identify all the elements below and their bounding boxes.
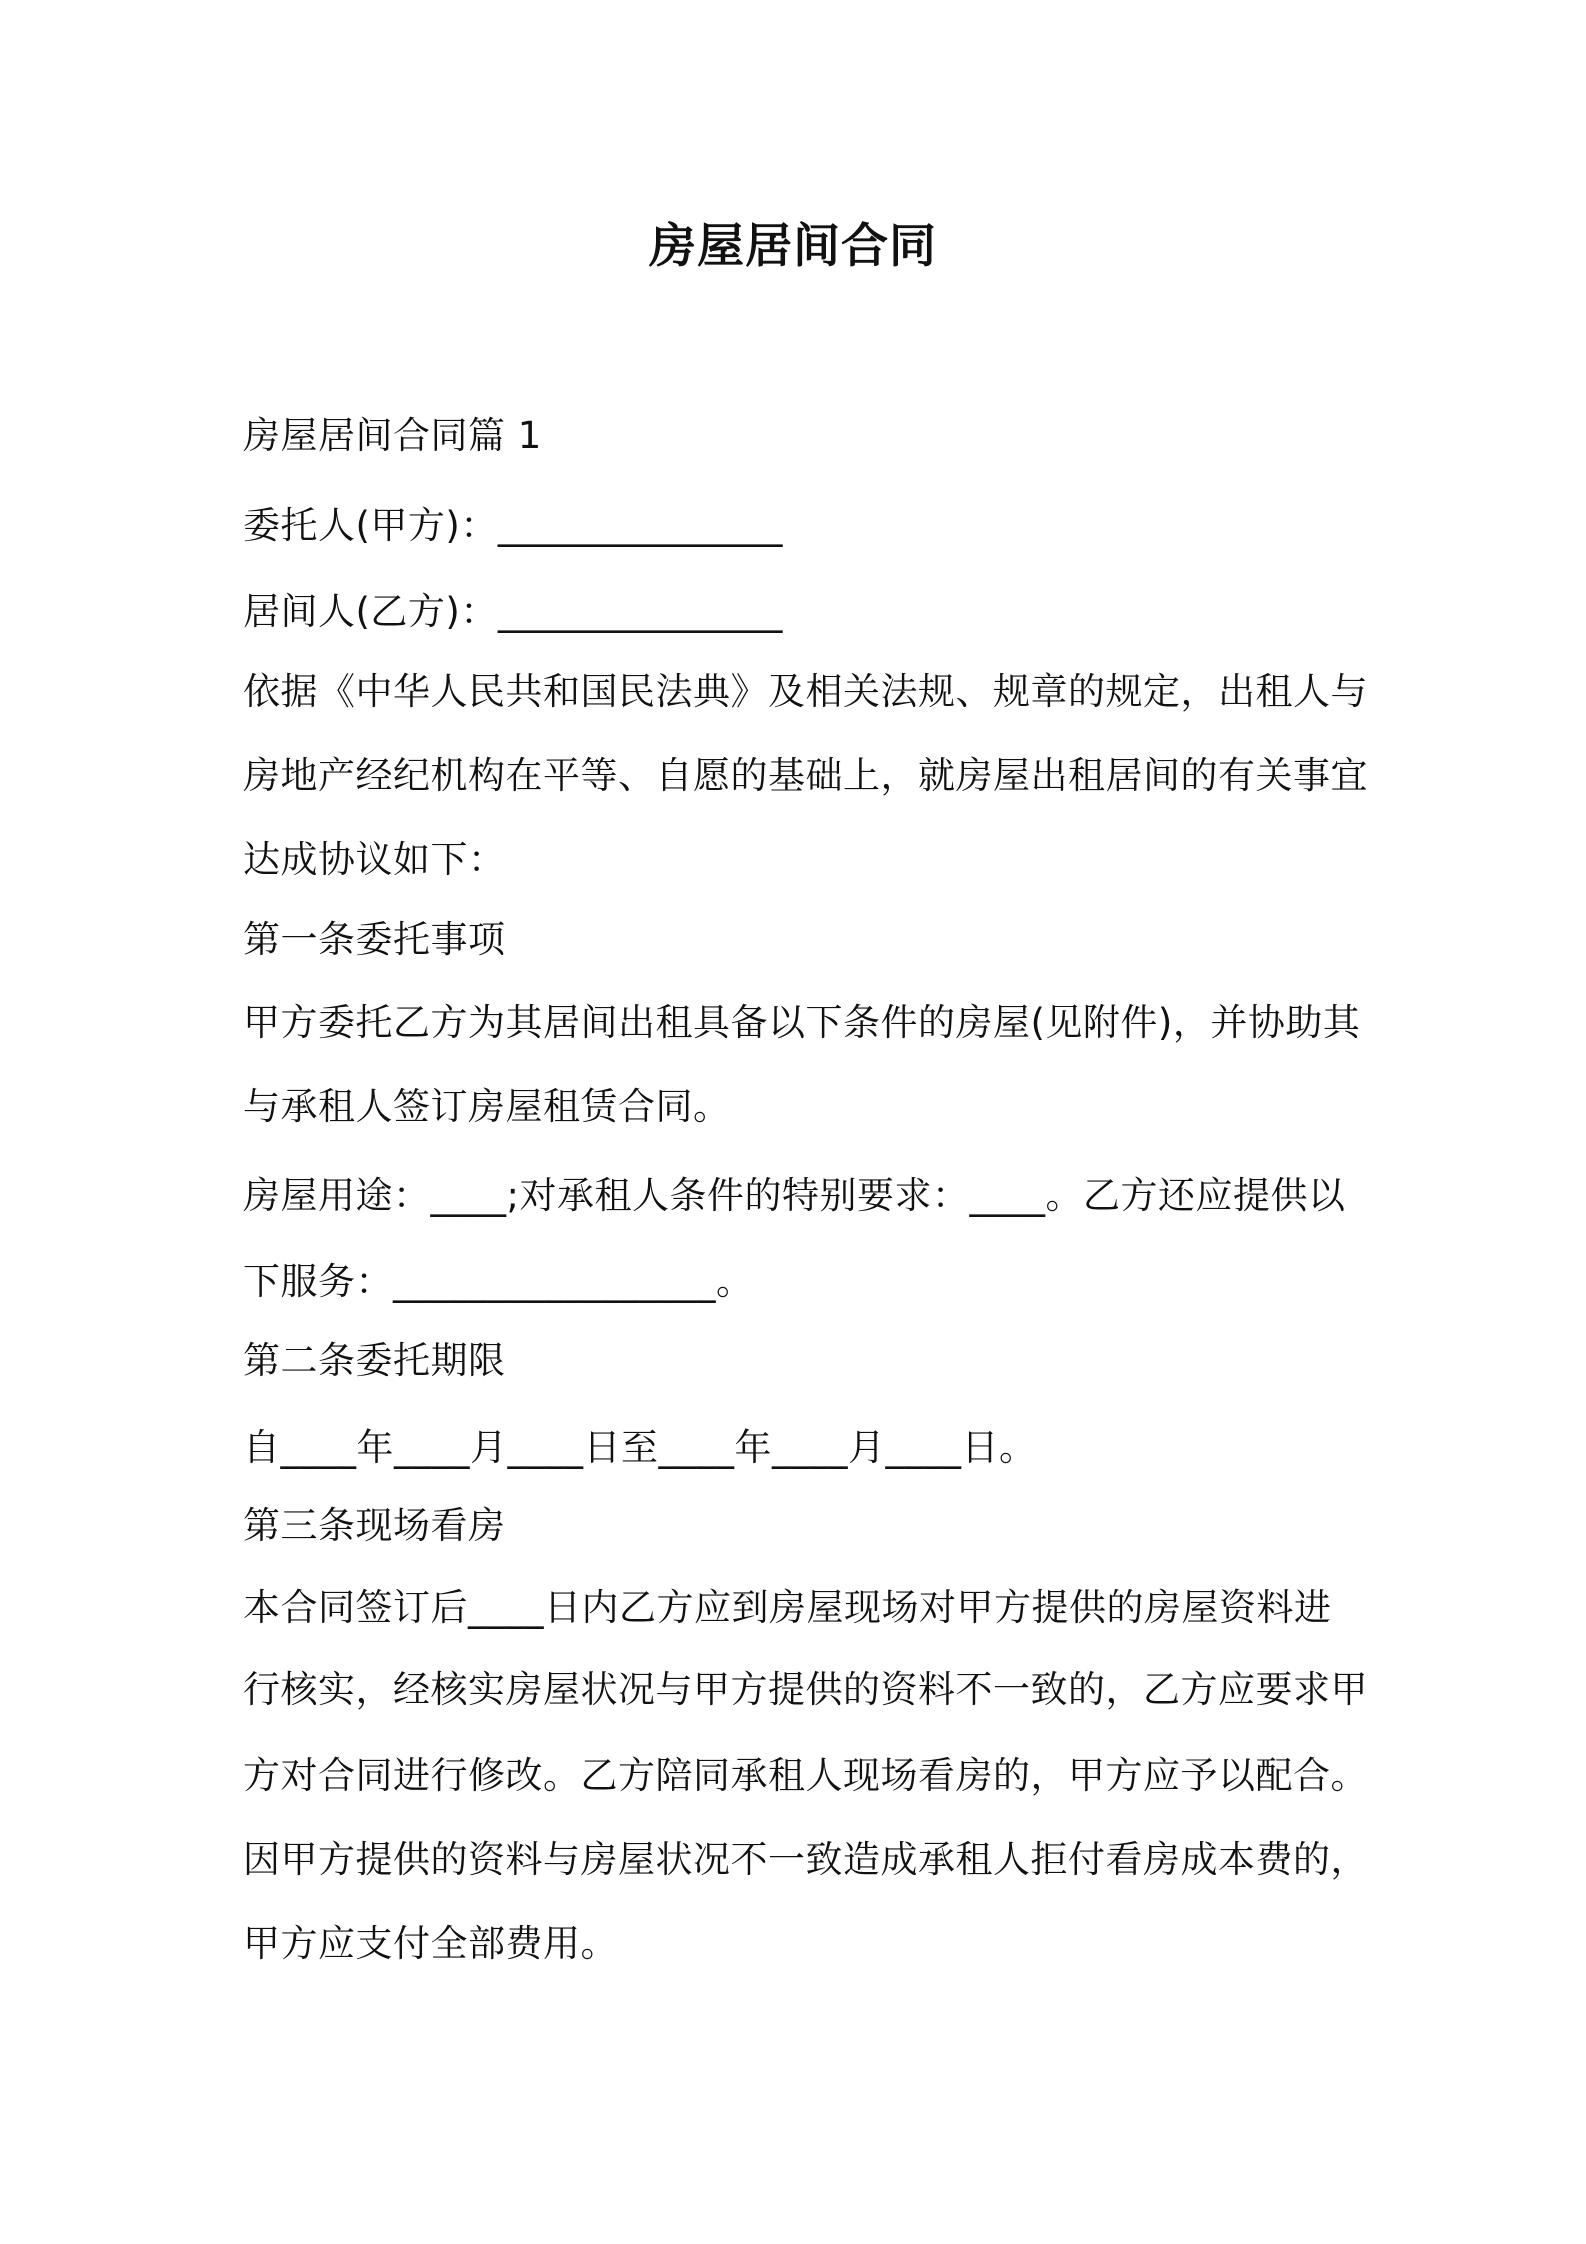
- paragraph-line: 达成协议如下：: [243, 838, 506, 881]
- paragraph-line: 与承租人签订房屋租赁合同。: [243, 1085, 731, 1128]
- paragraph-line: 房地产经纪机构在平等、自愿的基础上，就房屋出租居间的有关事宜: [243, 754, 1368, 797]
- paragraph-line: 行核实，经核实房屋状况与甲方提供的资料不一致的，乙方应要求甲: [243, 1668, 1368, 1711]
- paragraph-line: 依据《中华人民共和国民法典》及相关法规、规章的规定，出租人与: [243, 670, 1368, 713]
- paragraph-line: 甲方应支付全部费用。: [243, 1922, 618, 1965]
- article-heading: 第一条委托事项: [243, 918, 506, 961]
- paragraph-line: 自____年____月____日至____年____月____日。: [243, 1426, 1037, 1469]
- paragraph-line: 甲方委托乙方为其居间出租具备以下条件的房屋(见附件)，并协助其: [243, 1001, 1361, 1044]
- paragraph-line: 房屋用途：____;对承租人条件的特别要求：____。乙方还应提供以: [243, 1174, 1346, 1217]
- paragraph-line: 因甲方提供的资料与房屋状况不一致造成承租人拒付看房成本费的，: [243, 1838, 1368, 1881]
- article-heading: 第二条委托期限: [243, 1339, 506, 1382]
- section-heading: 房屋居间合同篇 1: [243, 414, 542, 457]
- document-title: 房屋居间合同: [649, 219, 937, 274]
- party-a-line: 委托人(甲方)：_______________: [243, 504, 783, 547]
- paragraph-line: 下服务：_________________。: [243, 1260, 754, 1303]
- paragraph-line: 方对合同进行修改。乙方陪同承租人现场看房的，甲方应予以配合。: [243, 1754, 1368, 1797]
- party-b-line: 居间人(乙方)：_______________: [243, 590, 783, 633]
- article-heading: 第三条现场看房: [243, 1504, 506, 1547]
- paragraph-line: 本合同签订后____日内乙方应到房屋现场对甲方提供的房屋资料进: [243, 1586, 1332, 1629]
